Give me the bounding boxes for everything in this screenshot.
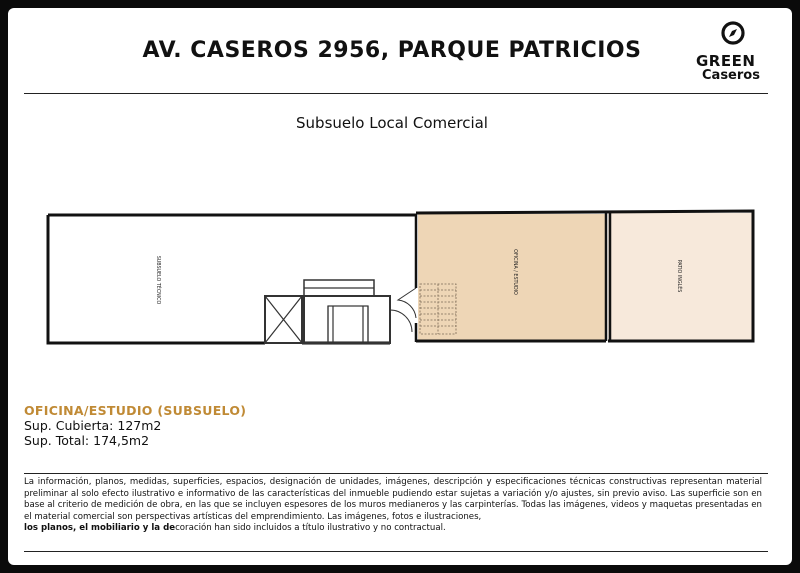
page-title: AV. CASEROS 2956, PARQUE PATRICIOS <box>142 38 642 63</box>
disclaimer-tail: coración han sido incluidos a título ilustrativo y no contractual. <box>175 523 446 533</box>
surface-summary <box>24 403 246 448</box>
stair-core <box>265 280 390 343</box>
room-label-office: OFICINA / ESTUDIO <box>512 249 517 295</box>
footer-divider <box>24 473 768 474</box>
office-room <box>418 214 606 340</box>
covered-area: Sup. Cubierta: 127m2 <box>24 418 162 433</box>
disclaimer-text: La información, planos, medidas, superficies, espacios, designación de unidades, imágenes, descripción y especificaciones técnicas constructivas representan material preliminar al solo efecto ilustrativo e informativo de las características del inmueble pudiendo estar sujetas a variación y/o ajustes, sin previo aviso. Las superficie son en base al criterio de medición de obra, en las que se incluyen espesores de los muros medianeros y las carpinterías. Todas las imágenes, videos y maquetas presentadas en el material comercial son perspectivas artísticas del emprendimiento. Las imágenes, fotos e ilustraciones, <box>24 477 762 522</box>
room-label-technical: SUBSUELO TÉCNICO <box>155 255 160 305</box>
summary-heading: OFICINA/ESTUDIO (SUBSUELO) <box>24 403 247 418</box>
bottom-divider <box>24 551 768 552</box>
room-label-patio: PATIO INGLÉS <box>676 259 681 293</box>
disclaimer-bold: los planos, el mobiliario y la de <box>24 523 176 533</box>
legal-disclaimer <box>24 477 762 535</box>
logo-text-green: GREEN <box>696 52 756 70</box>
total-area: Sup. Total: 174,5m2 <box>24 433 150 448</box>
door-swings <box>390 288 416 343</box>
logo-text-caseros: Caseros <box>702 68 760 83</box>
plan-subtitle: Subsuelo Local Comercial <box>296 114 488 132</box>
